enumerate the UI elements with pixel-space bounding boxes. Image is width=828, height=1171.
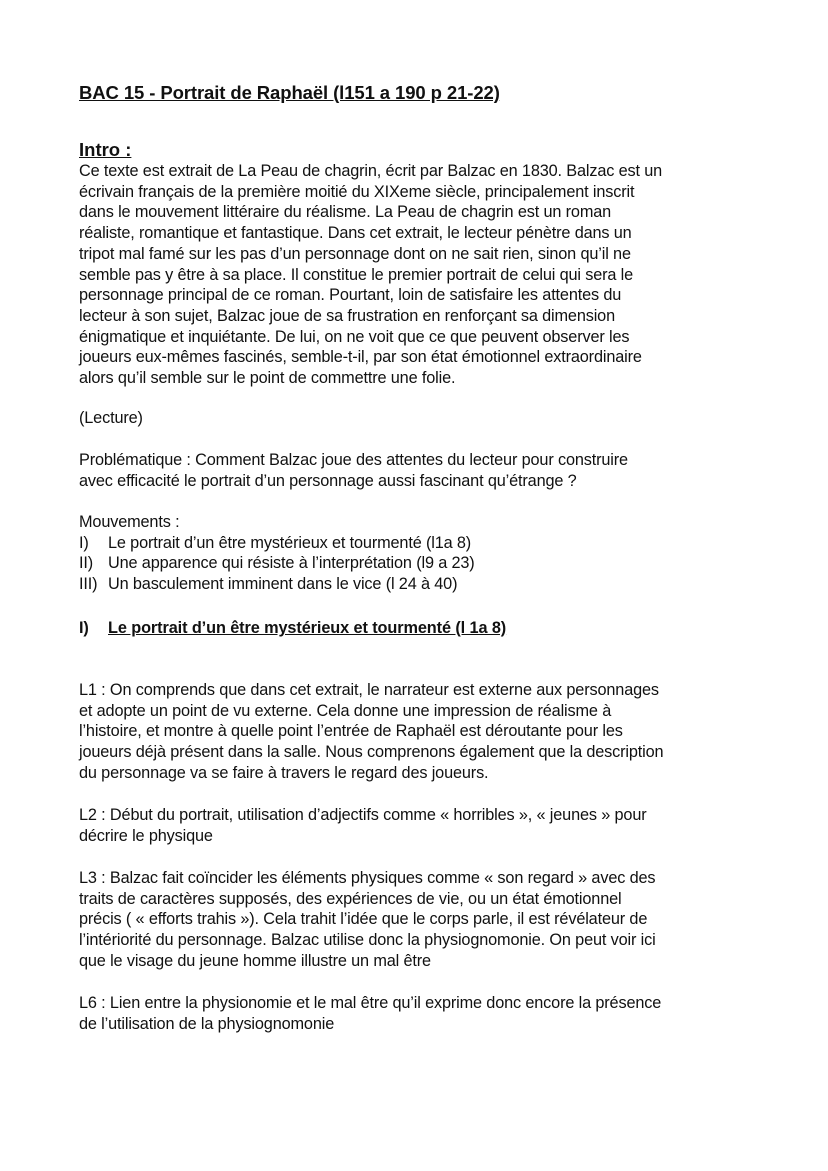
lecture-text: (Lecture) <box>79 409 143 427</box>
intro-line: Ce texte est extrait de La Peau de chagrin, écrit par Balzac en 1830. Balzac est un <box>79 162 663 180</box>
problematique-line: Problématique : Comment Balzac joue des attentes du lecteur pour construire <box>79 451 628 469</box>
note-line: l’intériorité du personnage. Balzac utilise donc la physiognomonie. On peut voir ici <box>79 931 656 950</box>
mouvements-section <box>79 512 769 595</box>
note-line: que le visage du jeune homme illustre un mal être <box>79 951 431 970</box>
mouvement-text: Un basculement imminent dans le vice (l 24 à 40) <box>108 575 458 594</box>
note-line: décrire le physique <box>79 826 213 845</box>
mouvement-text: Le portrait d’un être mystérieux et tourmenté (l1a 8) <box>108 533 472 552</box>
note-line: L1 : On comprends que dans cet extrait, le narrateur est externe aux personnages <box>79 681 659 699</box>
mouvement-number: II) <box>79 554 94 573</box>
document-title: BAC 15 - Portrait de Raphaël (l151 a 190 p 21-22) <box>79 82 500 103</box>
note-line: et adopte un point de vu externe. Cela donne une impression de réalisme à <box>79 701 612 720</box>
intro-line: réaliste, romantique et fantastique. Dans cet extrait, le lecteur pénètre dans un <box>79 224 632 243</box>
problematique-paragraph <box>79 450 769 491</box>
intro-line: joueurs eux-mêmes fascinés, semble-t-il, par son état émotionnel extraordinaire <box>79 348 642 367</box>
note-line: L6 : Lien entre la physionomie et le mal être qu’il exprime donc encore la présence <box>79 994 662 1012</box>
intro-line: énigmatique et inquiétante. De lui, on ne voit que ce que peuvent observer les <box>79 327 630 346</box>
intro-line: écrivain français de la première moitié du XIXeme siècle, principalement inscrit <box>79 182 635 201</box>
intro-line: alors qu’il semble sur le point de commettre une folie. <box>79 369 456 388</box>
intro-line: tripot mal famé sur les pas d’un personnage dont on ne sait rien, sinon qu’il ne <box>79 244 631 263</box>
intro-line: personnage principal de ce roman. Pourtant, loin de satisfaire les attentes du <box>79 286 622 305</box>
note-line: du personnage va se faire à travers le regard des joueurs. <box>79 763 489 782</box>
section-number: I) <box>79 619 89 637</box>
intro-line: dans le mouvement littéraire du réalisme. La Peau de chagrin est un roman <box>79 203 612 222</box>
note-l2 <box>79 805 769 846</box>
mouvement-item <box>79 533 769 554</box>
mouvement-item <box>79 553 769 574</box>
section-title: Le portrait d’un être mystérieux et tourmenté (l 1a 8) <box>108 619 507 637</box>
note-line: L2 : Début du portrait, utilisation d’adjectifs comme « horribles », « jeunes » pour <box>79 806 647 824</box>
note-line: L3 : Balzac fait coïncider les éléments physiques comme « son regard » avec des <box>79 869 656 887</box>
note-line: joueurs déjà présent dans la salle. Nous comprenons également que la description <box>79 743 664 762</box>
note-line: précis ( « efforts trahis »). Cela trahit l’idée que le corps parle, il est révélateur de <box>79 910 648 929</box>
section-heading <box>79 619 506 638</box>
mouvements-label: Mouvements : <box>79 513 180 531</box>
note-l6 <box>79 993 769 1034</box>
mouvement-number: III) <box>79 575 98 594</box>
mouvement-number: I) <box>79 533 89 552</box>
note-l3 <box>79 868 769 972</box>
intro-heading: Intro : <box>79 139 132 160</box>
note-line: l’histoire, et montre à quelle point l’entrée de Raphaël est déroutante pour les <box>79 722 623 741</box>
mouvements-list <box>79 533 769 595</box>
mouvement-text: Une apparence qui résiste à l’interprétation (l9 a 23) <box>108 554 475 573</box>
problematique-line: avec efficacité le portrait d’un personnage aussi fascinant qu’étrange ? <box>79 471 577 490</box>
intro-line: lecteur à son sujet, Balzac joue de sa frustration en renforçant sa dimension <box>79 306 615 325</box>
note-line: traits de caractères supposés, des expériences de vie, ou un état émotionnel <box>79 889 622 908</box>
note-line: de l’utilisation de la physiognomonie <box>79 1014 335 1033</box>
lecture-note <box>79 408 769 429</box>
note-l1 <box>79 680 769 784</box>
intro-line: semble pas y être à sa place. Il constitue le premier portrait de celui qui sera le <box>79 265 634 284</box>
mouvement-item <box>79 574 769 595</box>
intro-paragraph <box>79 161 769 389</box>
